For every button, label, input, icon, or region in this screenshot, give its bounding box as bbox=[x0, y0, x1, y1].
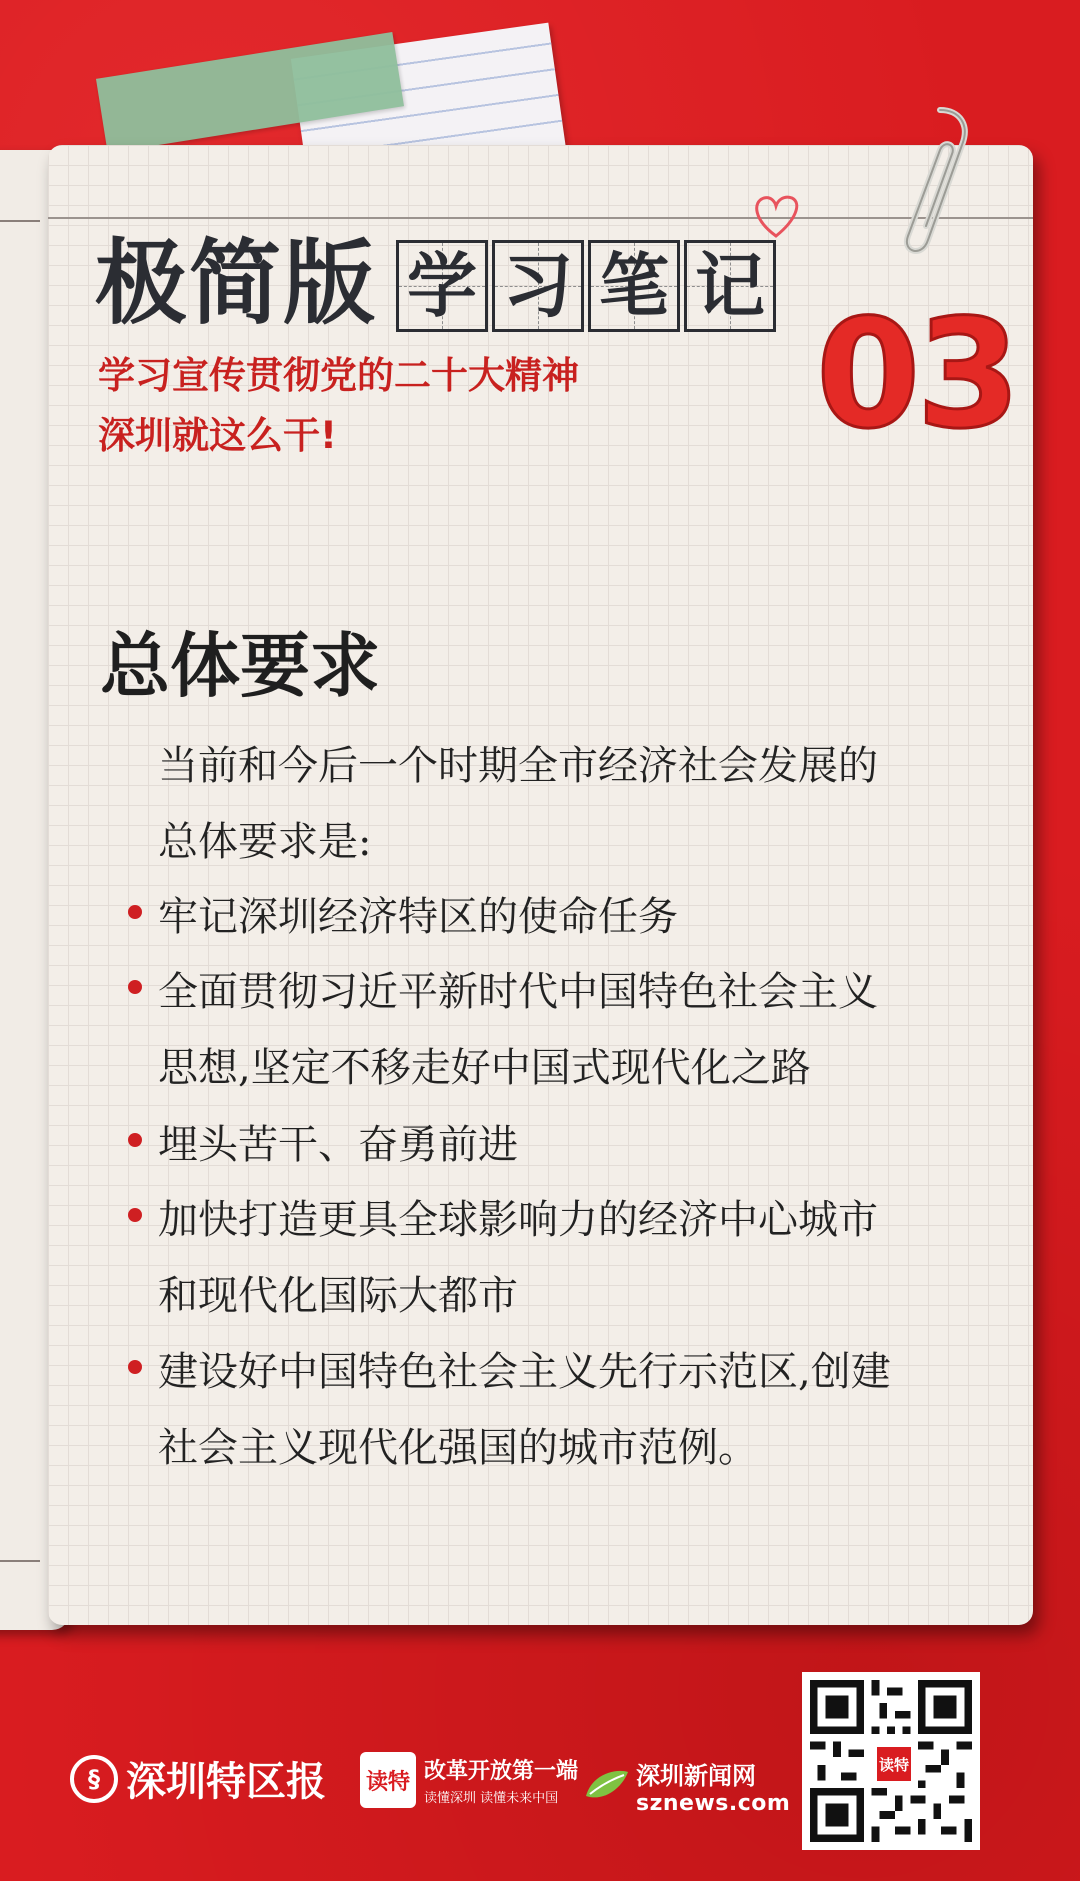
section-heading: 总体要求 bbox=[100, 624, 380, 707]
title-box-char: 学 bbox=[396, 240, 488, 332]
sztqb-logo-text: 深圳特区报 bbox=[126, 1758, 326, 1805]
dute-slogan: 改革开放第一端 bbox=[424, 1759, 579, 1784]
sztqb-logo[interactable] bbox=[70, 1750, 326, 1807]
title-box-char: 记 bbox=[684, 240, 776, 332]
qr-center-badge: 读特 bbox=[874, 1744, 914, 1784]
qr-code[interactable] bbox=[802, 1672, 980, 1850]
dute-logo[interactable] bbox=[360, 1752, 578, 1808]
bullet-line: 和现代化国际大都市 bbox=[158, 1273, 518, 1319]
heart-doodle-icon bbox=[748, 188, 804, 244]
intro-line: 当前和今后一个时期全市经济社会发展的 bbox=[158, 743, 878, 789]
bullet-dot-icon bbox=[128, 905, 142, 919]
intro-line: 总体要求是: bbox=[158, 819, 372, 865]
title-main: 极简版 bbox=[95, 230, 378, 337]
bullet-dot-icon bbox=[128, 1208, 142, 1222]
sznews-domain: sznews.com bbox=[636, 1791, 791, 1816]
dute-badge: 读特 bbox=[360, 1752, 416, 1808]
sztqb-emblem-icon: § bbox=[70, 1755, 118, 1803]
bullet-line: 建设好中国特色社会主义先行示范区,创建 bbox=[158, 1349, 891, 1395]
title-boxes bbox=[396, 240, 776, 332]
subtitle-line-2: 深圳就这么干! bbox=[98, 414, 337, 457]
bullet-line: 全面贯彻习近平新时代中国特色社会主义 bbox=[158, 969, 878, 1015]
bullet-dot-icon bbox=[128, 980, 142, 994]
title-box-char: 习 bbox=[492, 240, 584, 332]
sznews-leaf-icon bbox=[582, 1766, 630, 1806]
paperclip-icon bbox=[900, 100, 980, 270]
bullet-line: 牢记深圳经济特区的使命任务 bbox=[158, 894, 678, 940]
sznews-name: 深圳新闻网 bbox=[636, 1762, 756, 1790]
bullet-line: 思想,坚定不移走好中国式现代化之路 bbox=[158, 1045, 811, 1091]
bullet-dot-icon bbox=[128, 1360, 142, 1374]
bullet-dot-icon bbox=[128, 1133, 142, 1147]
dute-tagline: 读懂深圳 读懂未来中国 bbox=[424, 1791, 559, 1806]
subtitle-line-1: 学习宣传贯彻党的二十大精神 bbox=[98, 354, 579, 397]
title-box-char: 笔 bbox=[588, 240, 680, 332]
issue-number: 03 bbox=[816, 288, 1017, 462]
page-top-rule bbox=[48, 217, 1033, 219]
bullet-line: 埋头苦干、奋勇前进 bbox=[158, 1122, 518, 1168]
bullet-line: 社会主义现代化强国的城市范例。 bbox=[158, 1425, 758, 1471]
bullet-line: 加快打造更具全球影响力的经济中心城市 bbox=[158, 1197, 878, 1243]
sznews-logo[interactable] bbox=[582, 1756, 790, 1816]
